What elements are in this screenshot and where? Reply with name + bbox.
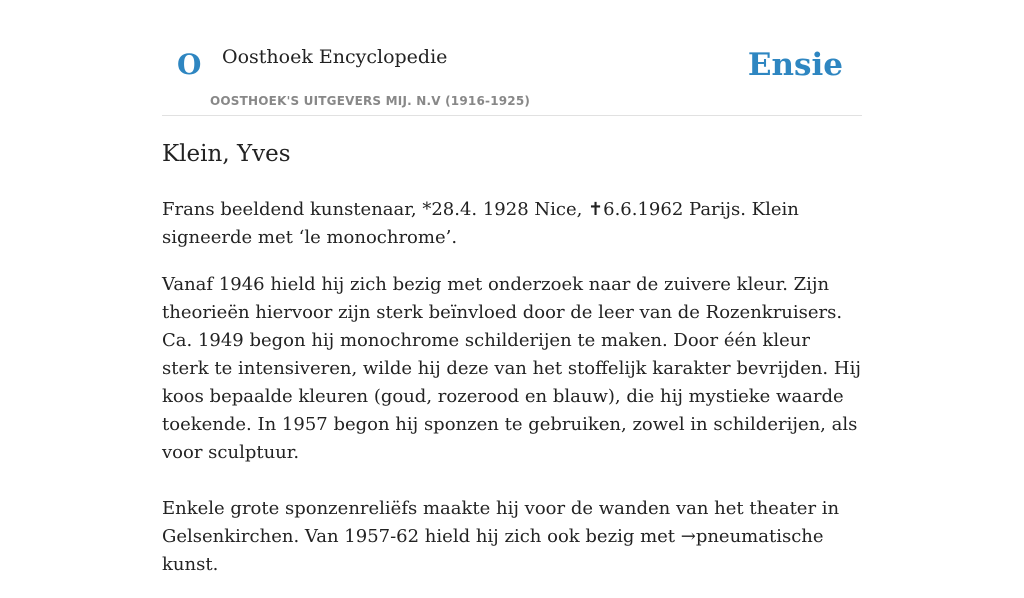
header bbox=[162, 36, 862, 116]
entry-paragraph: Frans beeldend kunstenaar, *28.4. 1928 Nice, ✝6.6.1962 Parijs. Klein signeerde met ‘le monochrome’. bbox=[162, 199, 799, 248]
entry-content bbox=[162, 138, 862, 598]
page-title: Klein, Yves bbox=[162, 141, 291, 167]
logo-icon: O bbox=[177, 48, 202, 81]
entry-paragraph: Vanaf 1946 hield hij zich bezig met onderzoek naar de zuivere kleur. Zijn theorieën hiervoor zijn sterk beïnvloed door de leer van de Rozenkruisers. Ca. 1949 begon hij monochrome schilderijen te maken. Door één kleur sterk te intensiveren, wilde hij deze van het stoffelijk karakter bevrijden. Hij koos bepaalde kleuren (goud, rozerood en blauw), die hij mystieke waarde toekende. In 1957 begon hij sponzen te gebruiken, zowel in schilderijen, als voor sculptuur. bbox=[162, 274, 861, 463]
book-title[interactable]: Oosthoek Encyclopedie bbox=[222, 46, 448, 68]
ensie-logo-link[interactable]: Ensie bbox=[747, 47, 843, 83]
publisher-label: OOSTHOEK'S UITGEVERS MIJ. N.V (1916-1925) bbox=[210, 94, 531, 108]
entry-paragraph: Enkele grote sponzenreliëfs maakte hij voor de wanden van het theater in Gelsenkirchen. Van 1957-62 hield hij zich ook bezig met →pneumatische kunst. bbox=[162, 498, 840, 575]
